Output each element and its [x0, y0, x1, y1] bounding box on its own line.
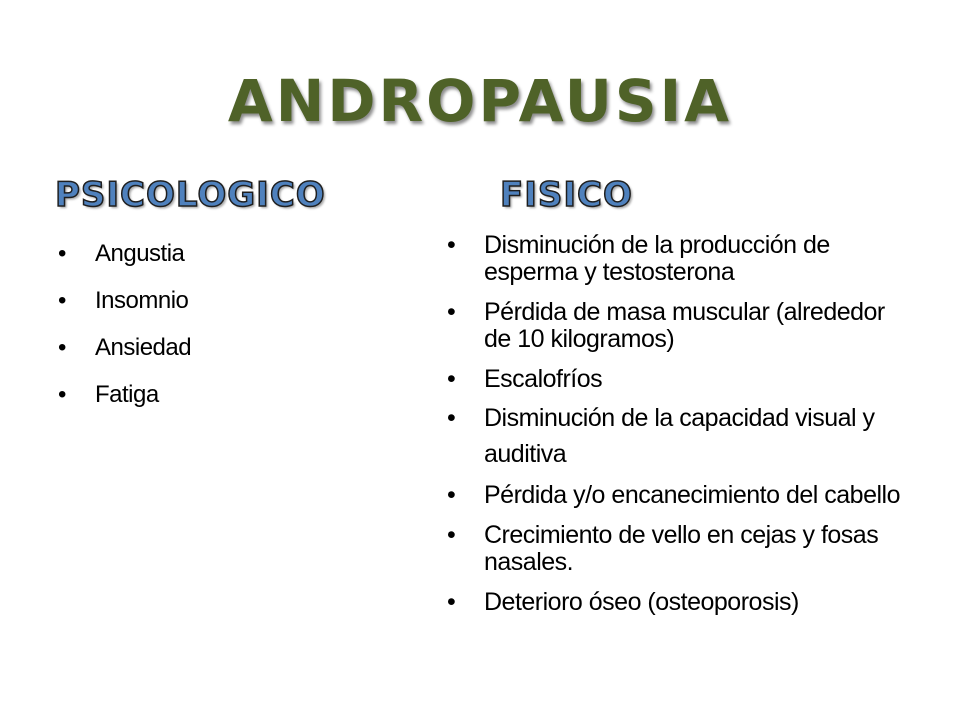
- heading-psicologico: PSICOLOGICO: [55, 175, 326, 215]
- list-item: [58, 334, 398, 361]
- list-item-text: Crecimiento de vello en cejas y fosas nasales.: [484, 521, 879, 576]
- bullet-icon: •: [447, 404, 456, 432]
- bullet-icon: •: [447, 588, 456, 616]
- fisico-list: [447, 232, 917, 629]
- bullet-icon: •: [447, 521, 456, 549]
- list-item-text: Angustia: [95, 240, 185, 267]
- bullet-icon: •: [447, 231, 456, 259]
- bullet-icon: •: [447, 298, 456, 326]
- list-item: [447, 366, 917, 393]
- heading-fisico: FISICO: [500, 175, 633, 215]
- bullet-icon: •: [58, 287, 66, 314]
- list-item-text: Disminución de la producción de esperma y testosterona: [484, 231, 830, 286]
- list-item: [447, 482, 917, 509]
- slide-title: ANDROPAUSIA: [227, 67, 733, 135]
- bullet-icon: •: [58, 381, 66, 408]
- list-item: [58, 381, 398, 408]
- list-item: [447, 522, 917, 576]
- bullet-icon: •: [58, 334, 66, 361]
- list-item-text: Pérdida de masa muscular (alrededor de 10 kilogramos): [484, 298, 885, 353]
- list-item-text: Ansiedad: [95, 334, 192, 361]
- bullet-icon: •: [447, 481, 456, 509]
- bullet-icon: •: [58, 240, 66, 267]
- list-item-text: Fatiga: [95, 381, 159, 408]
- psicologico-list: [58, 240, 398, 428]
- list-item: [447, 400, 917, 472]
- list-item-text: Escalofríos: [484, 365, 603, 393]
- list-item: [447, 232, 917, 286]
- list-item-text: Pérdida y/o encanecimiento del cabello: [484, 481, 900, 509]
- list-item: [447, 589, 917, 616]
- list-item: [58, 240, 398, 267]
- list-item: [58, 287, 398, 314]
- list-item-text: Deterioro óseo (osteoporosis): [484, 588, 799, 616]
- list-item-text: Disminución de la capacidad visual y auditiva: [484, 404, 875, 468]
- bullet-icon: •: [447, 365, 456, 393]
- list-item-text: Insomnio: [95, 287, 189, 314]
- list-item: [447, 299, 917, 353]
